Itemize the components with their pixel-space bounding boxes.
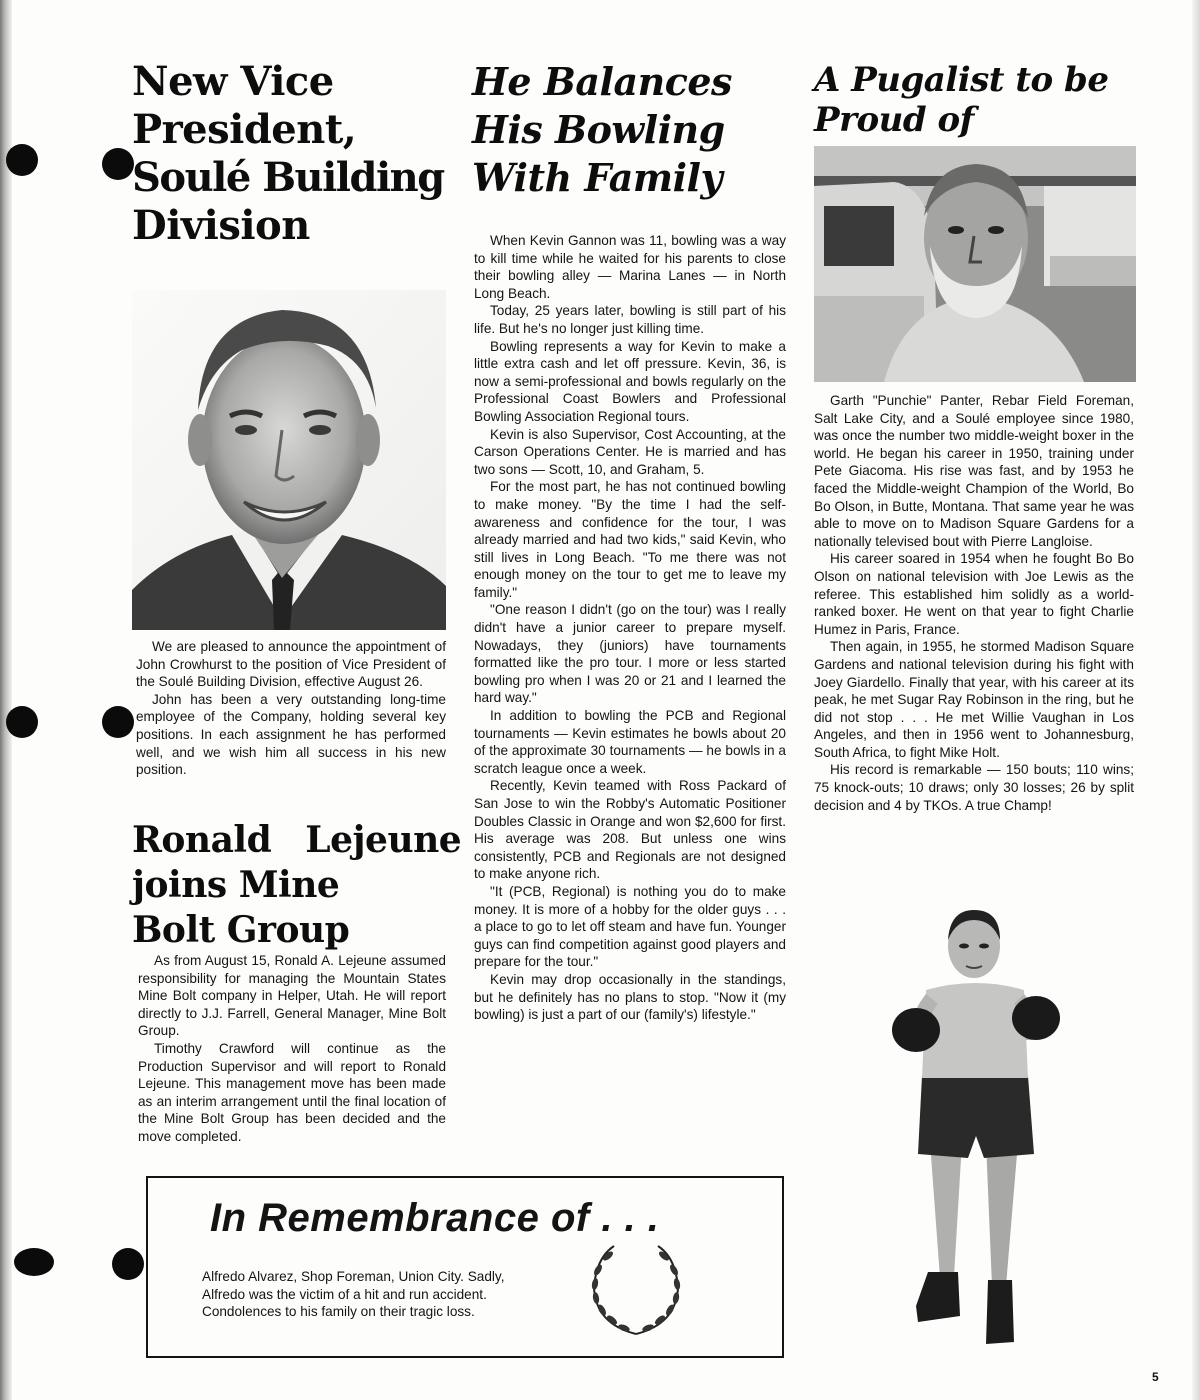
headline-bowling: He Balances His Bowling With Family bbox=[472, 59, 732, 200]
remembrance-title: In Remembrance of . . . bbox=[210, 1196, 660, 1240]
portrait-photo-crowhurst bbox=[132, 290, 446, 630]
page-edge bbox=[1192, 0, 1200, 1400]
remembrance-box bbox=[146, 1176, 784, 1358]
headline-vice-president: New Vice President, Soulé Building Division bbox=[132, 58, 444, 249]
photo-garth-panter bbox=[814, 146, 1136, 382]
headline-pugilist: A Pugalist to be Proud of bbox=[814, 60, 1109, 140]
remembrance-text: Alfredo Alvarez, Shop Foreman, Union City. Sadly, Alfredo was the victim of a hit and run accident. Condolences to his family on their tragic loss. bbox=[202, 1269, 505, 1320]
binder-edge bbox=[0, 0, 12, 1400]
punch-hole bbox=[6, 144, 38, 176]
article-vice-president-body: We are pleased to announce the appointment of John Crowhurst to the position of Vice President of the Soulé Building Division, effective August 26. John has been a very outstanding long-time employee of the Company, holding several key positions. In each assignment he has performed well, and we wish him all success in his new position. bbox=[136, 639, 446, 778]
photo-boxer bbox=[888, 906, 1068, 1354]
punch-hole bbox=[14, 1248, 54, 1276]
laurel-wreath-icon bbox=[586, 1240, 686, 1340]
punch-hole bbox=[6, 706, 38, 738]
headline-lejeune: Ronald Lejeune joins Mine Bolt Group bbox=[132, 819, 462, 951]
punch-hole bbox=[112, 1248, 144, 1280]
article-pugilist-body: Garth "Punchie" Panter, Rebar Field Foreman, Salt Lake City, and a Soulé employee since 1980, was once the number two middle-weight boxer in the world. He began his career in 1950, training under Pete Giacoma. His rise was fast, and by 1953 he faced the Middle-weight Champion of the World, Bo Bo Olson, in Butte, Montana. That same year he was able to move on to Madison Square Gardens for a nationally televised bout with Pierre Langloise. His career soared in 1954 when he fought Bo Bo Olson on national television with Joe Lewis as the referee. This established him solidly as a world-ranked boxer. He went on that year to fight Charlie Humez in Paris, France. Then again, in 1955, he stormed Madison Square Gardens and national television during his fight with Joey Giardello. Finally that year, with his career at its peak, he met Sugar Ray Robinson in the ring, but he did not stop . . . He met Willie Vaughan in Los Angeles, and then in 1956 went to Johannesburg, South Africa, to fight Mike Holt. His record is remarkable — 150 bouts; 110 wins; 75 knock-outs; 10 draws; only 30 losses; 26 by split decision and 4 by TKOs. A true Champ! bbox=[814, 393, 1134, 813]
punch-hole bbox=[102, 148, 134, 180]
punch-hole bbox=[102, 706, 134, 738]
page-number: 5 bbox=[1152, 1370, 1159, 1384]
article-lejeune-body: As from August 15, Ronald A. Lejeune assumed responsibility for managing the Mountain States Mine Bolt company in Helper, Utah. He will report directly to J.J. Farrell, General Manager, Mine Bolt Group. Timothy Crawford will continue as the Production Supervisor and will report to Ronald Lejeune. This management move has been made as an interim arrangement until the final location of the Mine Bolt Group has been decided and the move completed. bbox=[138, 953, 446, 1144]
article-bowling-body: When Kevin Gannon was 11, bowling was a way to kill time while he waited for his parents to close their bowling alley — Marina Lanes — in North Long Beach. Today, 25 years later, bowling is still part of his life. But he's no longer just killing time. Bowling represents a way for Kevin to make a little extra cash and let off pressure. Kevin, 36, is now a semi-professional and bowls regularly on the Professional Coast Bowlers and Professional Bowling Association Regional tours. Kevin is also Supervisor, Cost Accounting, at the Carson Operations Center. He is married and has two sons — Scott, 10, and Graham, 5. For the most part, he has not continued bowling to make money. "By the time I had the self-awareness and confidence for the tour, I was already married and had two kids," said Kevin, who still lives in Long Beach. "To me there was not enough money on the tour to get me to leave my family." "One reason I didn't (go on the tour) was I really didn't have a junior career to prepare myself. Nowadays, they (juniors) have tournaments formatted like the pro tour. I more or less started bowling pro when I was 20 or 21 and I learned the hard way." In addition to bowling the PCB and Regional tournaments — Kevin estimates he bowls about 20 of the approximate 30 tournaments — he bowls in a scratch league once a week. Recently, Kevin teamed with Ross Packard of San Jose to win the Robby's Automatic Positioner Doubles Classic in Orange and won $2,600 for first. His average was 208. But unless one wins consistently, PCB and Regionals are not designed to make anyone rich. "It (PCB, Regional) is nothing you do to make money. It is more of a hobby for the older guys . . . a place to go to let off steam and have fun. Younger guys can find competition against good players and prepare for the tour." Kevin may drop occasionally in the standings, but he definitely has no plans to stop. "Now it (my bowling) is just a part of our (family's) lifestyle." bbox=[474, 233, 786, 1023]
